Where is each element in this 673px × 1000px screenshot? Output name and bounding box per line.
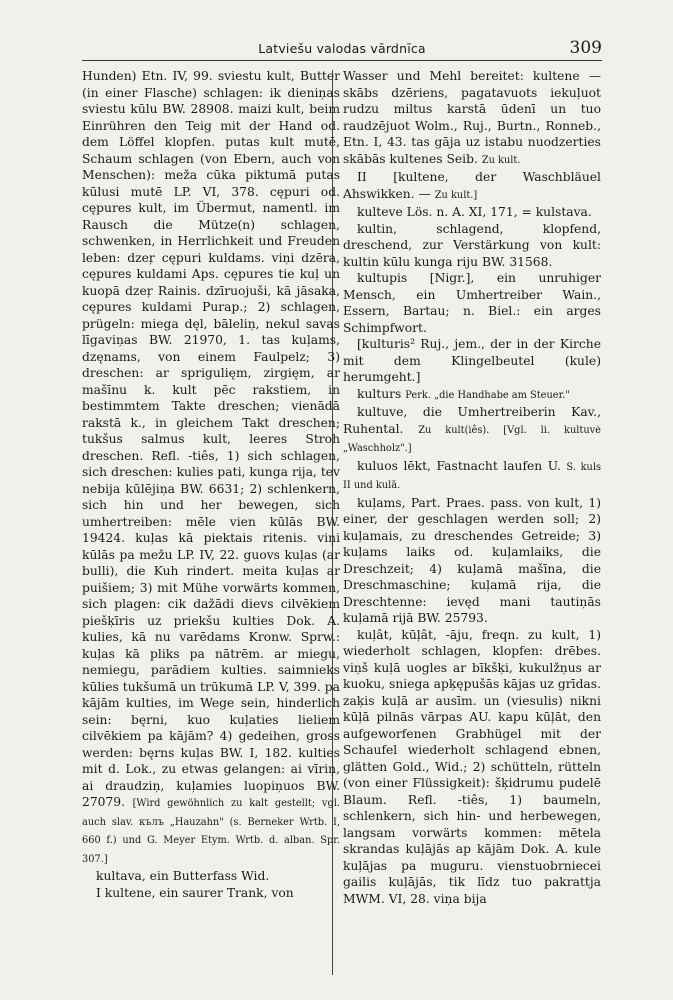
entry-text: kuļât, kūļât, -āju, freqn. zu kult, 1) wiederholt schlagen, klopfen: drēbes. viņš kuļā uogles ar bīkšķi, kukulžņus ar kuoku, sniega apķępušās kājas uz grīdas. zaķis kuļā ar ausīm. un (viesulis) nikni kūļā pilnās vārpas AU. kapu kūļāt, den aufgeworfenen Grabhügel mit der Schaufel wiederholt schlagend ebnen, glätten Gold., Wid.; 2) schütteln, rütteln (von einer Flüssigkeit): šķidrumu pudelē Blaum. Refl. -tiês, 1) baumeln, schlenkern, sich hin- und herbewegen, langsam vorwärts kommen: mētela skrandas kuļājās ap kājām Dok. A. kule kuļājas pa muguru. vienstuobrniecei gailis kuļājās, tik līdz tuo pakrattja MWM. VI, 28. viņa bija xyxy=(343,627,601,906)
entry-text: kultuve, die Umhertreiberin Kav., Ruhental. xyxy=(343,405,601,436)
dictionary-entry xyxy=(343,169,601,204)
dictionary-entry xyxy=(343,627,601,908)
dictionary-entry xyxy=(343,386,601,405)
page-number: 309 xyxy=(569,38,602,58)
entry-text: kultupis [Nigr.], ein unruhiger Mensch, ein Umhertreiber Wain., Essern, Bartau; n. Biel.: ein arges Schimpfwort. xyxy=(343,271,601,335)
dictionary-entry xyxy=(343,221,601,271)
dictionary-entry xyxy=(82,68,340,868)
dictionary-entry xyxy=(343,336,601,386)
entry-text: I kultene, ein saurer Trank, von xyxy=(96,885,294,900)
right-column xyxy=(343,68,601,907)
left-column xyxy=(82,68,340,901)
dictionary-entry xyxy=(343,495,601,627)
entry-text: [kulturis² Ruj., jem., der in der Kirche mit dem Klingelbeutel (kule) herumgeht.] xyxy=(343,337,601,384)
dictionary-entry xyxy=(343,68,601,169)
dictionary-entry xyxy=(343,204,601,221)
entry-text: Wasser und Mehl bereitet: kultene — skābs dzēriens, pagatavuots iekuļuot rudzu miltus karstā ūdenī un tuo raudzējuot Wolm., Ruj., Burtn., Ronneb., Etn. I, 43. tas gāja uz istabu nuodzerties skābās kultenes Seib. xyxy=(343,69,601,166)
entry-note: Zu kult.] xyxy=(434,189,478,201)
dictionary-entry xyxy=(343,404,601,458)
header-title: Latviešu valodas vārdnīca xyxy=(258,41,426,56)
entry-text: kultin, schlagend, klopfend, dreschend, zur Verstärkung von kult: kultin kūlu kunga riju BW. 31568. xyxy=(343,221,601,269)
entry-note: S. kuls II und kulā. xyxy=(343,461,601,491)
dictionary-entry xyxy=(82,868,340,885)
entry-note: [Wird gewöhnlich zu kalt gestellt; vgl. auch slav. кълъ „Hauzahn" (s. Berneker Wrtb. I, 660 f.) und G. Meyer Etym. Wrtb. d. alban. Spr. 307.] xyxy=(82,798,340,865)
entry-note: Zu kult(iês). [Vgl. li. kultuvė „Waschholz".] xyxy=(343,424,601,454)
entry-note: Zu kult. xyxy=(481,154,521,166)
entry-note: Perk. „die Handhabe am Steuer." xyxy=(405,389,570,401)
entry-text: II [kultene, der Waschbläuel Ahswikken. — xyxy=(343,170,601,201)
entry-text: kulteve Lös. n. A. XI, 171, = kulstava. xyxy=(357,205,592,219)
entry-text: Hunden) Etn. IV, 99. sviestu kult, Butter (in einer Flasche) schlagen: ik dieniņas sviestu kūlu BW. 28908. maizi kult, beim Einrühren den Teig mit der Hand od. dem Löffel klopfen. putas kult mutē, Schaum schlagen (von Ebern, auch von Menschen): meža cūka piktumā putas kūlusi mutē LP. VI, 378. cępuri od. cępures kult, im Übermut, namentl. im Rausch die Mütze(n) schlagen, schwenken, in Herrlichkeit und Freuden leben: dzeŗ cępuri kuldams. viņi dzēra, cępures kuldami Aps. cępures tie kuļ un kuopā dzeŗ Rainis. dzīruojuši, kā jāsaka, cępures kuldami Purap.; 2) schlagen, prügeln: miega dęl, bāleliņ, nekul savas līgaviņas BW. 21970, 1. tas kuļams, dzęnams, von einem Faulpelz; 3) dreschen: ar sprigulięm, zirgięm, ar mašīnu k. kult pēc rakstiem, in bestimmtem Takte dreschen; vienādā rakstā k., in gleichem Takt dreschen; tukšus salmus kult, leeres Stroh dreschen. Refl. -tiês, 1) sich schlagen, sich dreschen: kulies pati, kunga rija, tev nebija kūlējiņa BW. 6631; 2) schlenkern, sich hin und her bewegen, sich umhertreiben: mēle vien kūlās BW. 19424. kuļas kā piektais ritenis. viņi kūlās pa mežu LP. IV, 22. guovs kuļas (ar bulli), die Kuh rindert. meita kuļas ar puišiem; 3) mit Mühe vorwärts kommen, sich plagen: cik dažādi dievs cilvēkiem piešķīris uz priekšu kulties Dok. A. kulies, kā nu varēdams Kronw. Sprw.: kuļas kā pliks pa nātrēm. ar miegu, nemiegu, parādiem kulties. saimnieks kūlies tukšumā un trūkumā LP. V, 399. pa kājām kulties, im Wege sein, hinderlich sein: bęrni, kuo kuļaties lieliem cilvēkiem pa kājām? 4) gedeihen, gross werden: bęrns kuļas BW. I, 182. kulties mit d. Lok., zu etwas gelangen: ai vīriņ, ai draudziņ, kuļamies luopiņuos BW. 27079. xyxy=(82,69,340,809)
entry-text: kultava, ein Butterfass Wid. xyxy=(96,869,270,883)
dictionary-entry xyxy=(343,458,601,495)
entry-text: kuluos lēkt, Fastnacht laufen U. xyxy=(357,458,561,473)
dictionary-entry xyxy=(343,270,601,336)
page-header xyxy=(82,38,602,61)
dictionary-entry xyxy=(82,885,340,902)
entry-text: kuļams, Part. Praes. pass. von kult, 1) einer, der geschlagen werden soll; 2) kuļamais, zu dreschendes Getreide; 3) kuļams laiks od. kuļamlaiks, die Dreschzeit; 4) kuļamā mašīna, die Dreschmaschine; kuļamā rija, die Dreschtenne: ievęd mani tautiņās kuļamā rijā BW. 25793. xyxy=(343,495,601,625)
entry-text: kulturs xyxy=(357,386,402,401)
